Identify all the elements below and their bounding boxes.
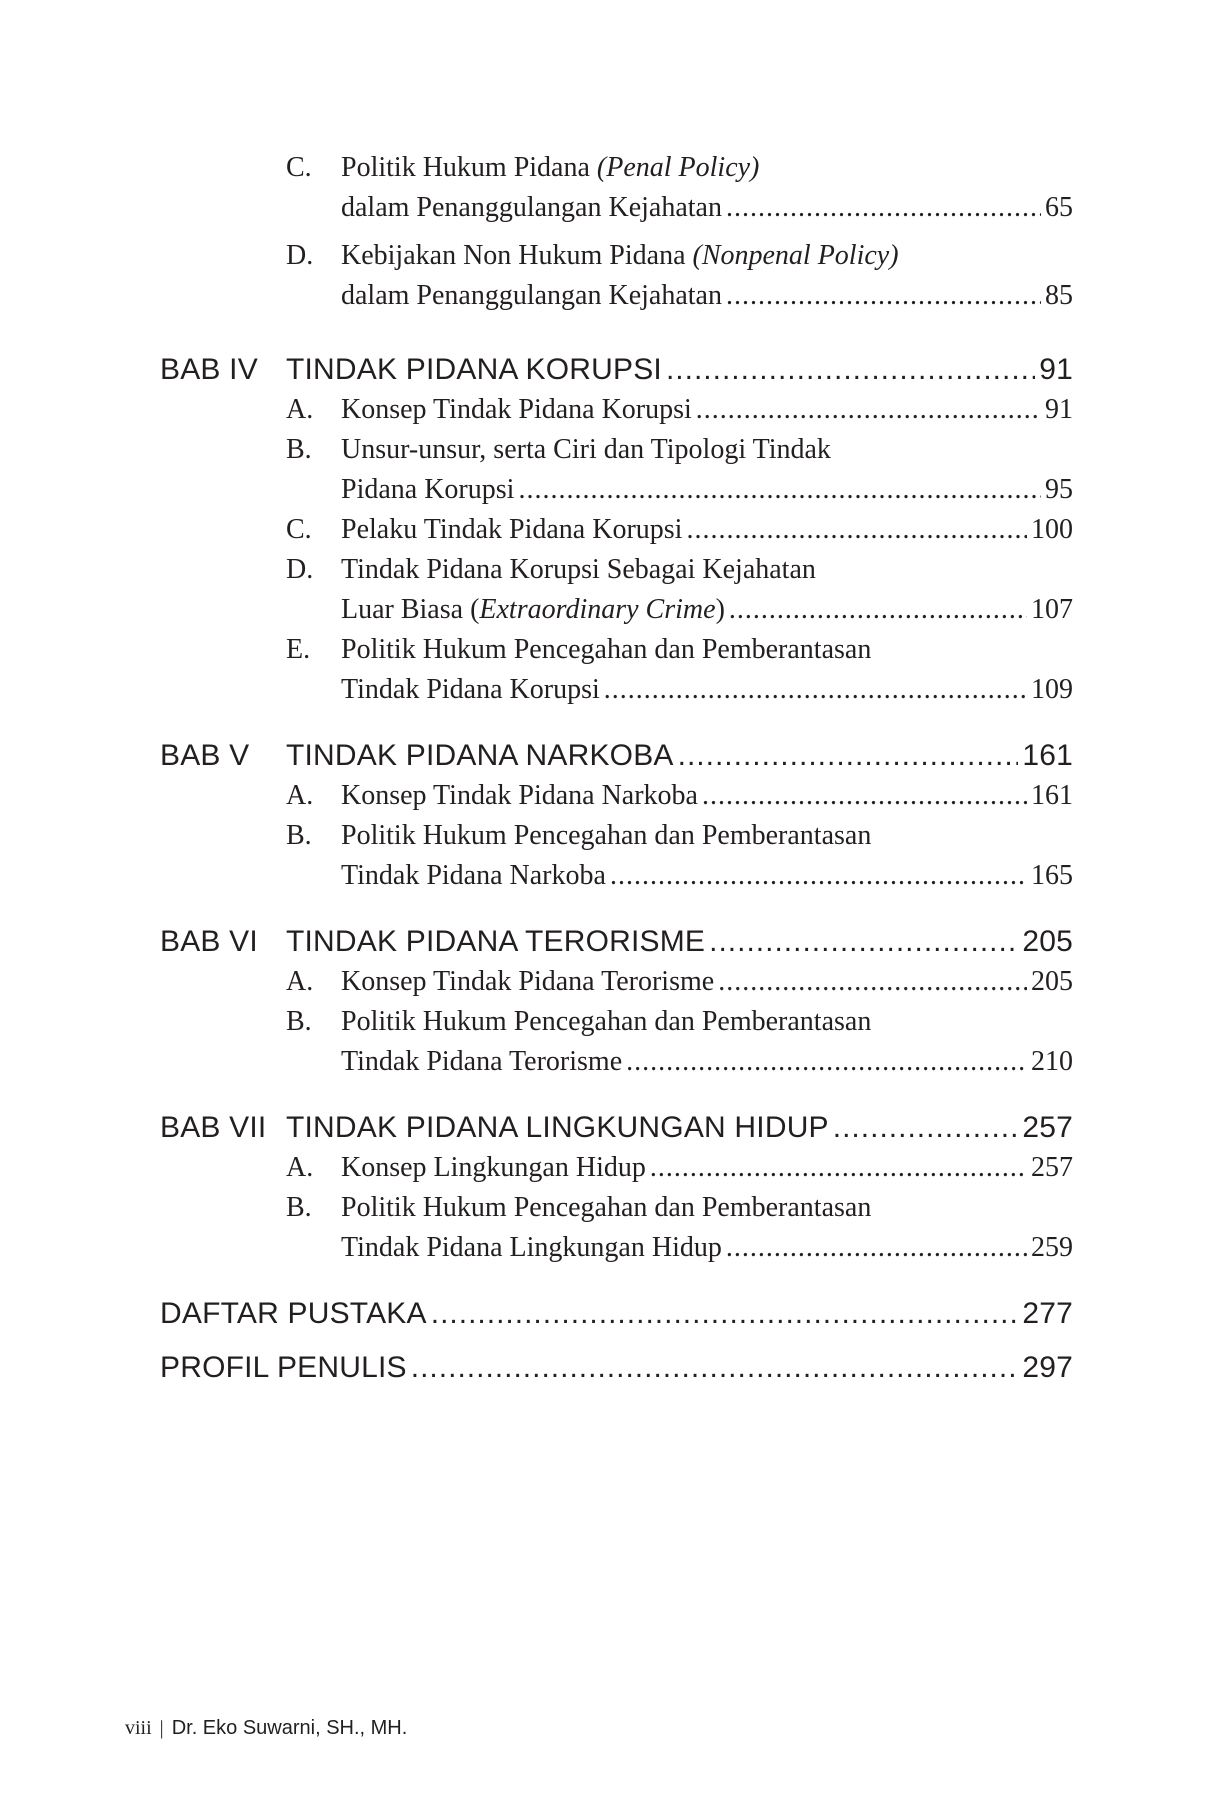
dot-leader — [709, 922, 1018, 962]
chapter-label: BAB IV — [160, 353, 258, 386]
entry-title-line2: Tindak Pidana Narkoba — [341, 860, 606, 891]
footer-page-number: viii — [125, 1717, 152, 1739]
page-number: 297 — [1022, 1351, 1073, 1384]
entry-title: Konsep Tindak Pidana Terorisme — [341, 966, 715, 997]
entry-title-line2: dalam Penanggulangan Kejahatan — [341, 280, 722, 311]
entry-title-line2: Tindak Pidana Terorisme — [341, 1046, 623, 1077]
footer-separator: | — [159, 1717, 164, 1739]
page-number: 91 — [1045, 394, 1073, 425]
entry-title-line1: Politik Hukum Pencegahan dan Pemberantasan — [341, 634, 872, 665]
entry-letter: B. — [286, 1006, 312, 1037]
entry-letter: D. — [286, 240, 314, 271]
page-footer — [125, 1716, 407, 1740]
entry-title: Konsep Tindak Pidana Korupsi — [341, 394, 692, 425]
dot-leader — [729, 590, 1027, 630]
chapter-title: TINDAK PIDANA KORUPSI — [286, 353, 662, 386]
chapter-title: TINDAK PIDANA NARKOBA — [286, 739, 674, 772]
dot-leader — [666, 350, 1035, 390]
dot-leader — [726, 276, 1041, 316]
entry-title-line2: Tindak Pidana Korupsi — [341, 674, 600, 705]
toc-entry-4c[interactable] — [160, 510, 1073, 550]
entry-letter: D. — [286, 554, 314, 585]
chapter-title: TINDAK PIDANA TERORISME — [286, 925, 706, 958]
entry-letter: A. — [286, 1152, 314, 1183]
dot-leader — [696, 390, 1041, 430]
page-number: 65 — [1045, 192, 1073, 223]
toc-chapter-7[interactable] — [160, 1108, 1073, 1148]
chapter-title: DAFTAR PUSTAKA — [160, 1297, 427, 1330]
dot-leader — [604, 670, 1027, 710]
toc-entry-6a[interactable] — [160, 962, 1073, 1002]
chapter-label: BAB VI — [160, 925, 258, 958]
entry-letter: B. — [286, 434, 312, 465]
page-number: 85 — [1045, 280, 1073, 311]
dot-leader — [718, 962, 1027, 1002]
page-number: 257 — [1031, 1152, 1073, 1183]
page-number: 161 — [1022, 739, 1073, 772]
entry-title-line1: Politik Hukum Pencegahan dan Pemberantasan — [341, 1192, 872, 1223]
entry-title-line1: Politik Hukum Pencegahan dan Pemberantasan — [341, 820, 872, 851]
toc-chapter-4[interactable] — [160, 350, 1073, 390]
chapter-title: PROFIL PENULIS — [160, 1351, 407, 1384]
toc-entry-4d[interactable] — [160, 550, 1073, 630]
dot-leader — [726, 188, 1041, 228]
dot-leader — [431, 1294, 1019, 1334]
entry-letter: A. — [286, 780, 314, 811]
entry-title-line1: Politik Hukum Pencegahan dan Pemberantasan — [341, 1006, 872, 1037]
dot-leader — [411, 1348, 1019, 1388]
entry-letter: A. — [286, 966, 314, 997]
toc-entry-5a[interactable] — [160, 776, 1073, 816]
page-number: 277 — [1022, 1297, 1073, 1330]
entry-letter: B. — [286, 1192, 312, 1223]
dot-leader — [610, 856, 1027, 896]
page-number: 259 — [1031, 1232, 1073, 1263]
entry-letter: C. — [286, 152, 312, 183]
toc-entry-7a[interactable] — [160, 1148, 1073, 1188]
entry-letter: A. — [286, 394, 314, 425]
toc-entry-6b[interactable] — [160, 1002, 1073, 1082]
page-number: 165 — [1031, 860, 1073, 891]
toc-entry-4b[interactable] — [160, 430, 1073, 510]
chapter-title: TINDAK PIDANA LINGKUNGAN HIDUP — [286, 1111, 829, 1144]
dot-leader — [726, 1228, 1027, 1268]
page-number: 91 — [1039, 353, 1073, 386]
dot-leader — [650, 1148, 1027, 1188]
toc-entry-4e[interactable] — [160, 630, 1073, 710]
chapter-label: BAB VII — [160, 1111, 267, 1144]
page-number: 107 — [1031, 594, 1073, 625]
chapter-label: BAB V — [160, 739, 250, 772]
entry-title-line1: Politik Hukum Pidana (Penal Policy) — [341, 152, 760, 183]
entry-title: Konsep Tindak Pidana Narkoba — [341, 780, 698, 811]
entry-title-line2: dalam Penanggulangan Kejahatan — [341, 192, 722, 223]
page-number: 161 — [1031, 780, 1073, 811]
toc-daftar-pustaka[interactable] — [160, 1294, 1073, 1334]
toc-entry-3d[interactable] — [160, 236, 1073, 316]
entry-letter: C. — [286, 514, 312, 545]
entry-title: Konsep Lingkungan Hidup — [341, 1152, 646, 1183]
entry-title-line1: Unsur-unsur, serta Ciri dan Tipologi Tindak — [341, 434, 831, 465]
toc-entry-5b[interactable] — [160, 816, 1073, 896]
dot-leader — [678, 736, 1019, 776]
entry-title-line2: Tindak Pidana Lingkungan Hidup — [341, 1232, 722, 1263]
table-of-contents — [160, 148, 1073, 1388]
toc-entry-4a[interactable] — [160, 390, 1073, 430]
toc-chapter-5[interactable] — [160, 736, 1073, 776]
dot-leader — [702, 776, 1027, 816]
page-number: 100 — [1031, 514, 1073, 545]
page-number: 95 — [1045, 474, 1073, 505]
entry-title: Pelaku Tindak Pidana Korupsi — [341, 514, 683, 545]
page-number: 109 — [1031, 674, 1073, 705]
entry-title-line2: Luar Biasa (Extraordinary Crime) — [341, 594, 725, 625]
toc-entry-3c[interactable] — [160, 148, 1073, 228]
entry-title-line1: Kebijakan Non Hukum Pidana (Nonpenal Policy) — [341, 240, 899, 271]
dot-leader — [626, 1042, 1027, 1082]
entry-letter: E. — [286, 634, 311, 665]
entry-letter: B. — [286, 820, 312, 851]
toc-chapter-6[interactable] — [160, 922, 1073, 962]
page-number: 205 — [1031, 966, 1073, 997]
entry-title-line2: Pidana Korupsi — [341, 474, 515, 505]
entry-title-line1: Tindak Pidana Korupsi Sebagai Kejahatan — [341, 554, 816, 585]
page-number: 257 — [1022, 1111, 1073, 1144]
page-number: 205 — [1022, 925, 1073, 958]
footer-author: Dr. Eko Suwarni, SH., MH. — [171, 1717, 408, 1739]
toc-entry-7b[interactable] — [160, 1188, 1073, 1268]
dot-leader — [686, 510, 1027, 550]
page-number: 210 — [1031, 1046, 1073, 1077]
dot-leader — [518, 470, 1041, 510]
toc-profil-penulis[interactable] — [160, 1348, 1073, 1388]
dot-leader — [833, 1108, 1019, 1148]
